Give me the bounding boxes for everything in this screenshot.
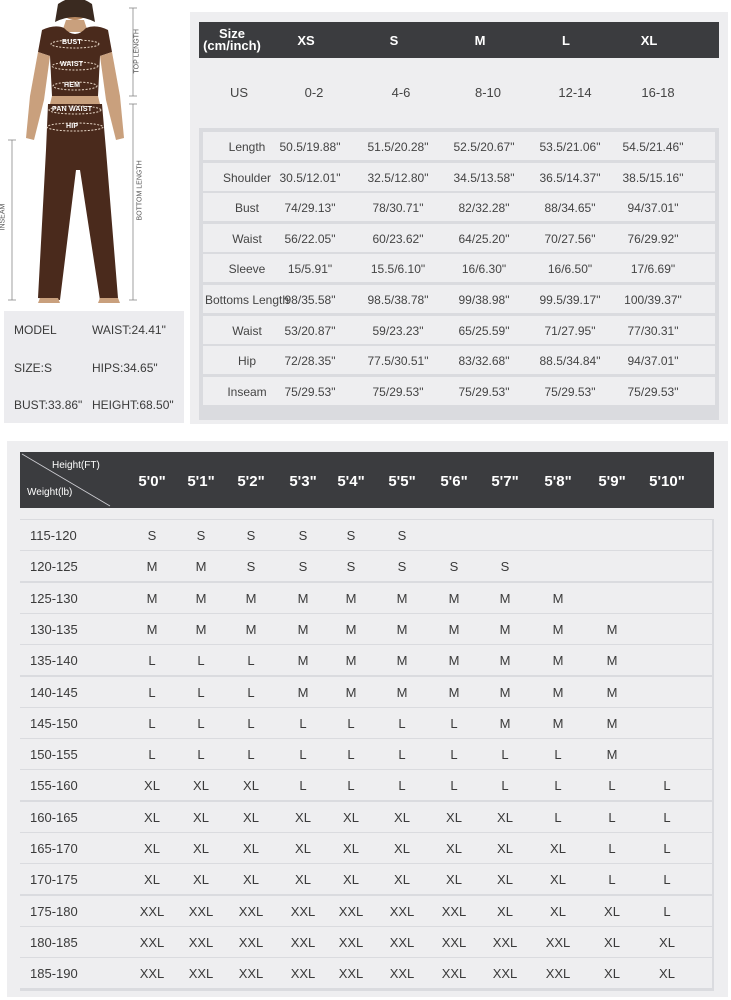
- size-cell: 82/32.28": [458, 201, 510, 216]
- us-value: 8-10: [474, 85, 502, 100]
- size-row-label: Waist: [232, 323, 262, 338]
- size-header-m: M: [474, 33, 486, 48]
- weight-range-label: 130-135: [30, 621, 78, 637]
- weight-row: [20, 864, 712, 894]
- weight-row: [20, 770, 712, 800]
- height-column-header: 5'7": [491, 473, 519, 490]
- recommended-size-cell: M: [146, 621, 158, 637]
- size-header-s: S: [389, 33, 399, 48]
- recommended-size-cell: XL: [604, 903, 620, 919]
- size-row: [203, 193, 715, 221]
- recommended-size-cell: L: [299, 778, 307, 794]
- size-header-l: L: [562, 33, 570, 48]
- size-cell: 17/6.69": [630, 262, 676, 277]
- height-column-header: 5'4": [337, 473, 365, 490]
- recommended-size-cell: M: [499, 653, 511, 669]
- height-column-header: 5'9": [598, 473, 626, 490]
- height-axis-label: Height(FT): [52, 460, 100, 471]
- model-figure-illustration: [0, 0, 184, 305]
- recommended-size-cell: M: [245, 621, 257, 637]
- size-cell: 78/30.71": [372, 201, 424, 216]
- recommended-size-cell: L: [347, 715, 355, 731]
- recommended-size-cell: M: [606, 747, 618, 763]
- size-row: [203, 346, 715, 374]
- recommended-size-cell: L: [247, 653, 255, 669]
- size-cell: 16/6.50": [547, 262, 593, 277]
- recommended-size-cell: M: [552, 684, 564, 700]
- recommended-size-cell: L: [347, 778, 355, 794]
- size-cell: 83/32.68": [458, 354, 510, 369]
- recommended-size-cell: XL: [394, 809, 410, 825]
- recommended-size-cell: XL: [497, 841, 513, 856]
- weight-range-label: 155-160: [30, 778, 78, 794]
- recommended-size-cell: XL: [497, 903, 513, 919]
- recommended-size-cell: M: [606, 684, 618, 700]
- weight-range-label: 150-155: [30, 747, 78, 763]
- recommended-size-cell: L: [663, 872, 671, 888]
- recommended-size-cell: L: [347, 747, 355, 763]
- size-cell: 94/37.01": [627, 201, 679, 216]
- weight-axis-label: Weight(lb): [27, 487, 73, 498]
- recommended-size-cell: XL: [659, 934, 675, 950]
- recommended-size-cell: XL: [446, 809, 462, 825]
- recommended-size-cell: L: [608, 778, 616, 794]
- recommended-size-cell: L: [450, 747, 458, 763]
- size-cell: 50.5/19.88": [279, 140, 341, 154]
- recommended-size-cell: XL: [144, 872, 160, 888]
- size-cell: 72/28.35": [284, 354, 336, 369]
- size-cell: 75/29.53": [544, 384, 596, 399]
- recommended-size-cell: M: [606, 653, 618, 669]
- us-value: 12-14: [558, 85, 592, 100]
- recommended-size-cell: L: [501, 778, 509, 794]
- weight-row: [20, 677, 712, 707]
- figure-tag-pan-waist: PAN WAIST: [52, 106, 93, 113]
- size-cell: 70/27.56": [544, 231, 596, 246]
- size-cell: 64/25.20": [458, 231, 510, 246]
- size-cell: 76/29.92": [627, 231, 679, 246]
- recommended-size-cell: XL: [604, 966, 620, 982]
- recommended-size-cell: XL: [144, 841, 160, 856]
- recommended-size-cell: XXL: [290, 934, 316, 950]
- recommended-size-cell: L: [663, 778, 671, 794]
- recommended-size-cell: L: [663, 809, 671, 825]
- recommended-size-cell: L: [663, 841, 671, 856]
- model-figure-panel: [0, 0, 184, 305]
- recommended-size-cell: XXL: [389, 934, 415, 950]
- model-info-box: [4, 311, 184, 423]
- size-cell: 38.5/15.16": [622, 170, 684, 185]
- size-cell: 98/35.58": [284, 293, 336, 307]
- us-value: 0-2: [304, 85, 324, 100]
- recommended-size-cell: XXL: [188, 966, 214, 982]
- recommended-size-cell: XL: [550, 872, 566, 888]
- recommended-size-cell: M: [195, 621, 207, 637]
- recommended-size-cell: M: [606, 621, 618, 637]
- recommended-size-cell: XXL: [545, 966, 571, 982]
- size-cell: 99.5/39.17": [539, 293, 601, 307]
- size-measurements-table: [199, 128, 719, 420]
- recommended-size-cell: M: [552, 715, 564, 731]
- recommended-size-cell: S: [298, 528, 308, 543]
- recommended-size-cell: XXL: [238, 934, 264, 950]
- weight-row: [20, 520, 712, 550]
- recommended-size-cell: XXL: [238, 903, 264, 919]
- size-row-label: Inseam: [227, 384, 267, 399]
- recommended-size-cell: M: [345, 590, 357, 606]
- model-bust: BUST:33.86": [14, 398, 83, 412]
- recommended-size-cell: L: [554, 809, 562, 825]
- recommended-size-cell: XL: [659, 966, 675, 982]
- recommended-size-cell: XXL: [492, 966, 518, 982]
- recommended-size-cell: XL: [550, 903, 566, 919]
- recommended-size-cell: XXL: [441, 903, 467, 919]
- recommended-size-cell: XL: [394, 841, 410, 856]
- recommended-size-cell: L: [247, 684, 255, 700]
- recommended-size-cell: XXL: [238, 966, 264, 982]
- inseam-label: INSEAM: [0, 203, 7, 231]
- recommended-size-cell: XL: [343, 841, 359, 856]
- size-cell: 75/29.53": [372, 384, 424, 399]
- recommended-size-cell: M: [499, 590, 511, 606]
- model-height: HEIGHT:68.50": [92, 398, 174, 412]
- size-row: [203, 377, 715, 405]
- size-chart-header: [199, 22, 719, 58]
- recommended-size-cell: XXL: [290, 966, 316, 982]
- size-cell: 16/6.30": [461, 262, 507, 277]
- recommended-size-cell: S: [147, 528, 157, 543]
- recommended-size-cell: XXL: [139, 934, 165, 950]
- recommended-size-cell: M: [345, 621, 357, 637]
- recommended-size-cell: S: [298, 559, 308, 575]
- weight-range-label: 115-120: [30, 528, 77, 543]
- recommended-size-cell: L: [398, 715, 406, 731]
- recommended-size-cell: L: [554, 747, 562, 763]
- size-header-label: Size (cm/inch): [203, 26, 261, 53]
- height-column-header: 5'1": [187, 473, 215, 490]
- recommended-size-cell: XL: [193, 872, 209, 888]
- size-cell: 98.5/38.78": [367, 293, 429, 307]
- recommended-size-cell: M: [345, 653, 357, 669]
- recommended-size-cell: S: [246, 528, 256, 543]
- height-weight-chart: [7, 441, 728, 997]
- recommended-size-cell: XL: [295, 809, 311, 825]
- recommended-size-cell: M: [297, 590, 309, 606]
- size-cell: 100/39.37": [624, 293, 682, 307]
- recommended-size-cell: XXL: [188, 934, 214, 950]
- recommended-size-cell: M: [297, 653, 309, 669]
- recommended-size-cell: M: [396, 621, 408, 637]
- recommended-size-cell: XXL: [389, 903, 415, 919]
- weight-range-label: 135-140: [30, 653, 78, 669]
- recommended-size-cell: L: [608, 841, 616, 856]
- recommended-size-cell: M: [552, 590, 564, 606]
- recommended-size-cell: S: [449, 559, 459, 575]
- recommended-size-cell: L: [148, 747, 156, 763]
- recommended-size-cell: L: [148, 684, 156, 700]
- recommended-size-cell: XXL: [492, 934, 518, 950]
- recommended-size-cell: M: [146, 590, 158, 606]
- recommended-size-cell: L: [247, 715, 255, 731]
- recommended-size-cell: L: [299, 747, 307, 763]
- recommended-size-cell: L: [197, 715, 205, 731]
- weight-row: [20, 896, 712, 926]
- weight-range-label: 125-130: [30, 590, 78, 606]
- size-cell: 77.5/30.51": [367, 354, 429, 369]
- recommended-size-cell: XL: [144, 778, 160, 794]
- size-cell: 99/38.98": [458, 293, 510, 307]
- weight-range-label: 120-125: [30, 559, 78, 575]
- recommended-size-cell: M: [396, 684, 408, 700]
- recommended-size-cell: XL: [550, 841, 566, 856]
- recommended-size-cell: XL: [193, 809, 209, 825]
- size-cell: 71/27.95": [544, 323, 596, 338]
- height-column-header: 5'5": [388, 473, 416, 490]
- model-size: SIZE:S: [14, 361, 53, 375]
- size-row: [203, 224, 715, 252]
- recommended-size-cell: M: [195, 559, 207, 575]
- size-cell: 75/29.53": [284, 384, 336, 399]
- weight-row: [20, 958, 712, 988]
- size-chart: [190, 12, 728, 424]
- size-cell: 94/37.01": [627, 354, 679, 369]
- size-cell: 88.5/34.84": [539, 354, 601, 369]
- weight-row: [20, 614, 712, 644]
- recommended-size-cell: XL: [446, 841, 462, 856]
- weight-row: [20, 802, 712, 832]
- recommended-size-cell: M: [245, 590, 257, 606]
- figure-tag-hip: HIP: [66, 123, 79, 130]
- size-cell: 60/23.62": [372, 231, 424, 246]
- recommended-size-cell: XXL: [338, 966, 364, 982]
- size-row: [203, 163, 715, 191]
- weight-range-label: 160-165: [30, 809, 78, 825]
- size-cell: 15.5/6.10": [370, 262, 426, 277]
- height-column-header: 5'2": [237, 473, 265, 490]
- height-column-header: 5'0": [138, 473, 166, 490]
- size-row-label: Hip: [237, 354, 257, 369]
- size-row-label: Sleeve: [228, 262, 266, 277]
- recommended-size-cell: M: [552, 621, 564, 637]
- size-cell: 54.5/21.46": [622, 140, 684, 154]
- recommended-size-cell: XXL: [188, 903, 214, 919]
- recommended-size-cell: XXL: [139, 966, 165, 982]
- size-row-label: Shoulder: [222, 170, 272, 185]
- recommended-size-cell: L: [608, 872, 616, 888]
- height-column-header: 5'3": [289, 473, 317, 490]
- height-column-header: 5'6": [440, 473, 468, 490]
- recommended-size-cell: L: [398, 747, 406, 763]
- recommended-size-cell: XL: [243, 778, 259, 794]
- us-value: 16-18: [641, 85, 675, 100]
- recommended-size-cell: S: [346, 559, 356, 575]
- recommended-size-cell: L: [450, 778, 458, 794]
- height-column-header: 5'10": [649, 473, 685, 490]
- recommended-size-cell: M: [448, 590, 460, 606]
- recommended-size-cell: XXL: [338, 903, 364, 919]
- model-label: MODEL: [14, 323, 57, 337]
- size-cell: 75/29.53": [458, 384, 510, 399]
- recommended-size-cell: S: [246, 559, 256, 575]
- weight-range-label: 140-145: [30, 684, 78, 700]
- recommended-size-cell: M: [345, 684, 357, 700]
- recommended-size-cell: M: [606, 715, 618, 731]
- bottom-length-label: BOTTOM LENGTH: [136, 160, 144, 221]
- recommended-size-cell: M: [448, 621, 460, 637]
- weight-row: [20, 645, 712, 675]
- recommended-size-cell: XL: [295, 841, 311, 856]
- weight-row: [20, 708, 712, 738]
- recommended-size-cell: M: [499, 621, 511, 637]
- size-cell: 34.5/13.58": [453, 170, 515, 185]
- weight-row: [20, 583, 712, 613]
- weight-range-label: 180-185: [30, 934, 78, 950]
- size-cell: 32.5/12.80": [367, 170, 429, 185]
- recommended-size-cell: L: [398, 778, 406, 794]
- recommended-size-cell: S: [346, 528, 356, 543]
- recommended-size-cell: L: [554, 778, 562, 794]
- size-row-label: Length: [228, 140, 266, 154]
- recommended-size-cell: XL: [243, 872, 259, 888]
- recommended-size-cell: XL: [193, 778, 209, 794]
- size-row: [203, 132, 715, 160]
- recommended-size-cell: XXL: [338, 934, 364, 950]
- weight-row: [20, 927, 712, 957]
- size-row-label: Waist: [232, 231, 262, 246]
- recommended-size-cell: L: [197, 747, 205, 763]
- weight-row: [20, 551, 712, 581]
- height-weight-header: [20, 452, 714, 508]
- recommended-size-cell: L: [197, 684, 205, 700]
- recommended-size-cell: L: [608, 809, 616, 825]
- figure-tag-waist: WAIST: [60, 61, 84, 68]
- weight-row: [20, 833, 712, 863]
- recommended-size-cell: XL: [604, 934, 620, 950]
- recommended-size-cell: XL: [243, 841, 259, 856]
- size-cell: 30.5/12.01": [279, 170, 341, 185]
- recommended-size-cell: L: [247, 747, 255, 763]
- recommended-size-cell: M: [448, 684, 460, 700]
- weight-range-label: 170-175: [30, 872, 78, 888]
- recommended-size-cell: XL: [243, 809, 259, 825]
- recommended-size-cell: M: [499, 684, 511, 700]
- weight-range-label: 185-190: [30, 966, 78, 982]
- recommended-size-cell: M: [297, 621, 309, 637]
- size-cell: 52.5/20.67": [453, 140, 515, 154]
- recommended-size-cell: XL: [144, 809, 160, 825]
- recommended-size-cell: XL: [394, 872, 410, 888]
- size-cell: 65/25.59": [458, 323, 510, 338]
- size-header-xs: XS: [297, 33, 315, 48]
- recommended-size-cell: S: [397, 559, 407, 575]
- weight-range-label: 165-170: [30, 841, 78, 856]
- size-row-label: Bottoms Length: [204, 293, 290, 307]
- model-waist: WAIST:24.41": [92, 323, 166, 337]
- size-cell: 53/20.87": [284, 323, 336, 338]
- recommended-size-cell: M: [499, 715, 511, 731]
- size-cell: 74/29.13": [284, 201, 336, 216]
- recommended-size-cell: XL: [295, 872, 311, 888]
- recommended-size-cell: L: [299, 715, 307, 731]
- recommended-size-cell: M: [396, 653, 408, 669]
- size-row: [203, 254, 715, 282]
- height-weight-table: [20, 519, 714, 991]
- recommended-size-cell: S: [397, 528, 407, 543]
- recommended-size-cell: L: [663, 903, 671, 919]
- recommended-size-cell: M: [146, 559, 158, 575]
- recommended-size-cell: M: [448, 653, 460, 669]
- recommended-size-cell: XL: [193, 841, 209, 856]
- recommended-size-cell: XL: [497, 872, 513, 888]
- recommended-size-cell: S: [196, 528, 206, 543]
- top-length-label: TOP LENGTH: [133, 29, 141, 74]
- recommended-size-cell: L: [148, 653, 156, 669]
- recommended-size-cell: L: [148, 715, 156, 731]
- size-cell: 59/23.23": [372, 323, 424, 338]
- recommended-size-cell: XL: [343, 809, 359, 825]
- size-cell: 51.5/20.28": [367, 140, 429, 154]
- recommended-size-cell: M: [195, 590, 207, 606]
- size-cell: 15/5.91": [287, 262, 333, 277]
- size-cell: 56/22.05": [284, 231, 336, 246]
- recommended-size-cell: XXL: [441, 934, 467, 950]
- recommended-size-cell: XXL: [389, 966, 415, 982]
- recommended-size-cell: L: [450, 715, 458, 731]
- us-label: US: [229, 85, 249, 100]
- recommended-size-cell: L: [501, 747, 509, 763]
- us-value: 4-6: [391, 85, 411, 100]
- figure-tag-hem: HEM: [64, 82, 81, 89]
- recommended-size-cell: M: [552, 653, 564, 669]
- recommended-size-cell: XXL: [290, 903, 316, 919]
- size-row: [203, 285, 715, 313]
- recommended-size-cell: M: [396, 590, 408, 606]
- size-row-label: Bust: [234, 201, 260, 216]
- size-header-xl: XL: [640, 33, 658, 48]
- recommended-size-cell: M: [297, 684, 309, 700]
- recommended-size-cell: L: [197, 653, 205, 669]
- recommended-size-cell: XL: [343, 872, 359, 888]
- size-cell: 88/34.65": [544, 201, 596, 216]
- recommended-size-cell: XXL: [545, 934, 571, 950]
- size-cell: 53.5/21.06": [539, 140, 601, 154]
- weight-range-label: 175-180: [30, 903, 78, 919]
- recommended-size-cell: XL: [497, 809, 513, 825]
- model-hips: HIPS:34.65": [92, 361, 158, 375]
- recommended-size-cell: XXL: [441, 966, 467, 982]
- weight-row: [20, 739, 712, 769]
- size-cell: 75/29.53": [627, 384, 679, 399]
- size-cell: 36.5/14.37": [539, 170, 601, 185]
- size-cell: 77/30.31": [627, 323, 679, 338]
- recommended-size-cell: S: [500, 559, 510, 575]
- recommended-size-cell: XL: [446, 872, 462, 888]
- size-row: [203, 316, 715, 344]
- recommended-size-cell: XXL: [139, 903, 165, 919]
- height-column-header: 5'8": [544, 473, 572, 490]
- figure-tag-bust: BUST: [62, 39, 82, 46]
- weight-range-label: 145-150: [30, 715, 78, 731]
